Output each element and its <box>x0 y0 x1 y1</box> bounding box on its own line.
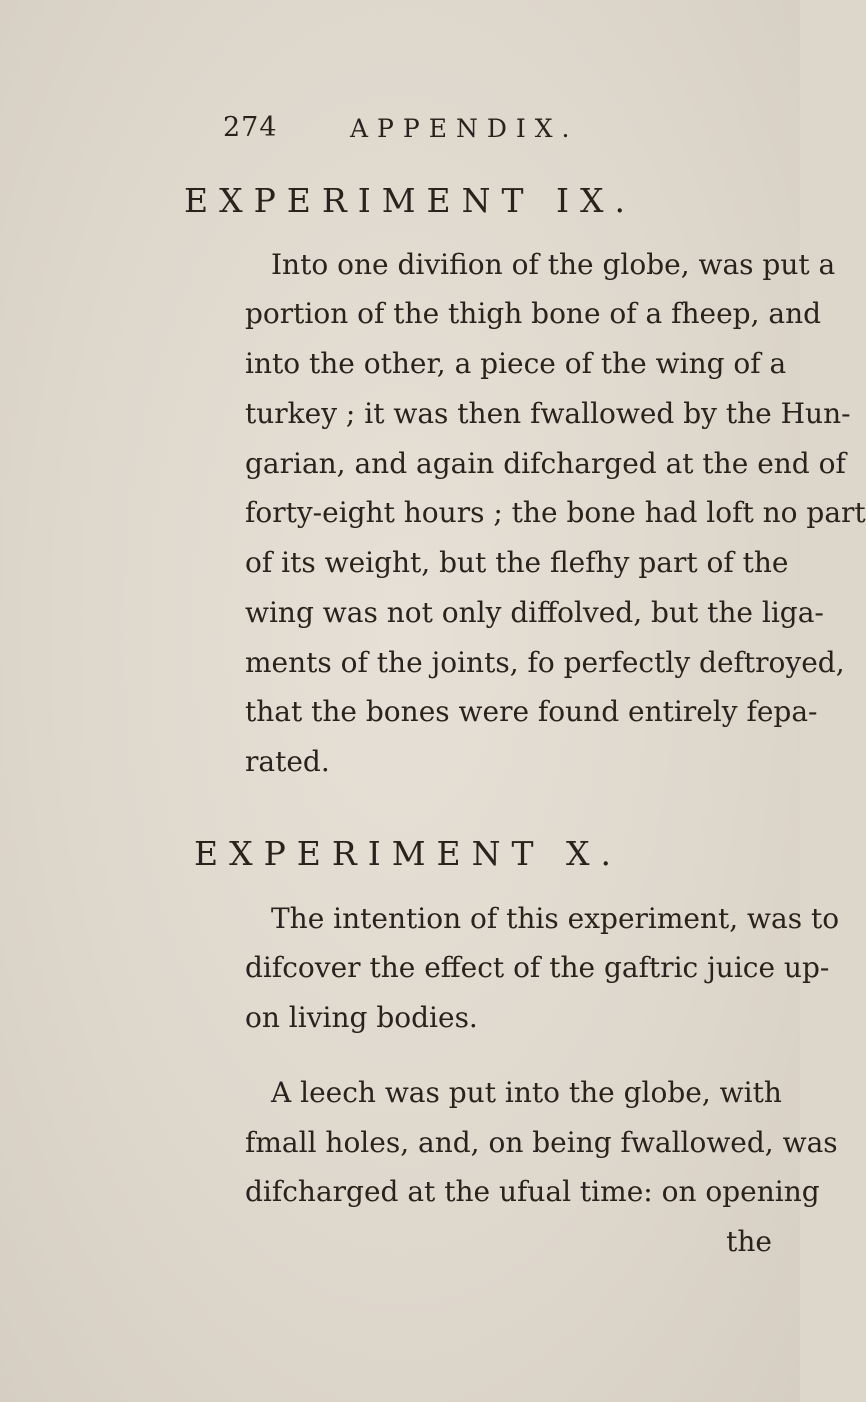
catchword: the <box>726 1225 772 1258</box>
text-line: The intention of this experiment, was to <box>271 902 840 935</box>
text-line: that the bones were found entirely fepa- <box>245 695 818 728</box>
text-line: wing was not only diffolved, but the liga- <box>245 596 824 629</box>
text-line: Into one divifion of the globe, was put a <box>271 248 836 281</box>
running-head <box>223 112 783 152</box>
page-number: 274 <box>223 112 278 143</box>
section-heading: EXPERIMENT IX. <box>183 181 637 220</box>
text-line: turkey ; it was then fwallowed by the Hun- <box>245 397 851 430</box>
running-title: APPENDIX. <box>350 114 579 143</box>
text-line: rated. <box>245 745 330 778</box>
text-line: into the other, a piece of the wing of a <box>245 347 787 380</box>
text-line: difcover the effect of the gaftric juice up- <box>245 951 830 984</box>
text-line: forty-eight hours ; the bone had loft no part <box>245 496 866 529</box>
text-line: A leech was put into the globe, with <box>271 1076 782 1109</box>
section-heading: EXPERIMENT X. <box>194 834 622 873</box>
text-line: difcharged at the ufual time: on opening <box>245 1175 820 1208</box>
text-line: portion of the thigh bone of a fheep, and <box>245 297 822 330</box>
text-line: fmall holes, and, on being fwallowed, was <box>245 1126 838 1159</box>
text-line: of its weight, but the flefhy part of the <box>245 546 789 579</box>
text-line: ments of the joints, fo perfectly deftroyed, <box>245 646 845 679</box>
text-line: on living bodies. <box>245 1001 478 1034</box>
text-line: garian, and again difcharged at the end of <box>245 447 846 480</box>
